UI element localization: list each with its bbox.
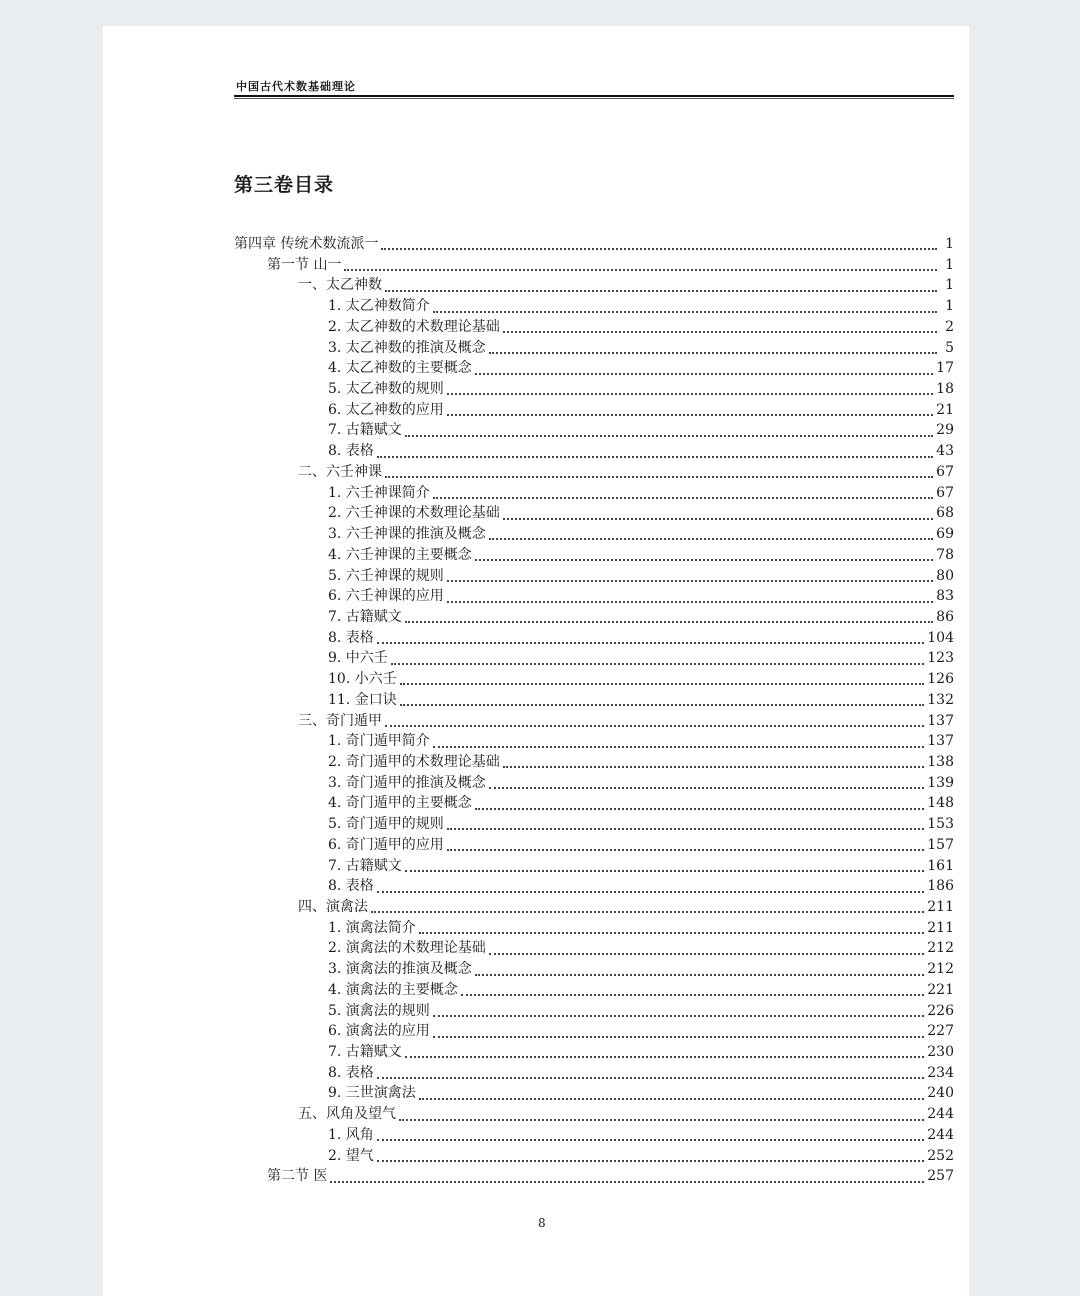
page-number: 8 xyxy=(538,1216,546,1230)
toc-entry-label: 9. 三世演禽法 xyxy=(328,1085,416,1102)
toc-entry-label: 1. 太乙神数简介 xyxy=(328,298,430,315)
toc-entry xyxy=(234,669,954,690)
toc-entry-page: 80 xyxy=(936,567,954,584)
toc-entry-page: 1 xyxy=(945,236,954,252)
toc-entry-label: 7. 古籍赋文 xyxy=(328,422,402,439)
toc-entry-label: 第二节 医 xyxy=(267,1168,328,1185)
toc-entry-label: 8. 表格 xyxy=(328,878,374,895)
toc-entry xyxy=(234,793,954,814)
dot-leader xyxy=(433,491,933,499)
toc-entry xyxy=(234,338,954,359)
toc-entry-page: 68 xyxy=(936,505,954,522)
toc-entry-label: 6. 演禽法的应用 xyxy=(328,1023,430,1040)
toc-entry-label: 3. 太乙神数的推演及概念 xyxy=(328,339,486,356)
toc-entry-page: 212 xyxy=(927,961,954,978)
toc-entry-label: 1. 风角 xyxy=(328,1126,374,1143)
toc-entry xyxy=(234,1083,954,1104)
toc-entry-label: 二、六壬神课 xyxy=(298,463,382,480)
dot-leader xyxy=(503,512,933,520)
toc-entry-page: 244 xyxy=(927,1126,954,1143)
toc-entry xyxy=(234,1104,954,1125)
toc-entry-label: 一、太乙神数 xyxy=(298,277,382,294)
toc-entry-label: 三、奇门遁甲 xyxy=(298,712,382,729)
toc-entry-page: 226 xyxy=(927,1002,954,1019)
toc-entry xyxy=(234,897,954,918)
toc-entry xyxy=(234,938,954,959)
document-page xyxy=(103,26,969,1296)
dot-leader xyxy=(405,1050,924,1058)
toc-entry-label: 1. 演禽法简介 xyxy=(328,919,416,936)
toc-entry xyxy=(234,1146,954,1167)
toc-entry-label: 第一节 山一 xyxy=(267,256,342,273)
toc-entry-page: 252 xyxy=(927,1147,954,1164)
dot-leader xyxy=(447,387,933,395)
toc-entry-page: 212 xyxy=(927,940,954,957)
toc-entry-page: 69 xyxy=(936,526,954,543)
toc-entry-page: 43 xyxy=(936,443,954,460)
toc-entry xyxy=(234,876,954,897)
toc-entry-page: 132 xyxy=(927,691,954,708)
toc-entry-page: 139 xyxy=(927,774,954,791)
toc-entry-label: 第四章 传统术数流派一 xyxy=(234,236,379,252)
toc-entry-label: 5. 太乙神数的规则 xyxy=(328,381,444,398)
dot-leader xyxy=(377,1133,924,1141)
dot-leader xyxy=(475,367,933,375)
toc-entry-label: 7. 古籍赋文 xyxy=(328,1044,402,1061)
toc-entry xyxy=(234,648,954,669)
toc-entry-page: 227 xyxy=(927,1023,954,1040)
dot-leader xyxy=(399,1113,924,1121)
running-header: 中国古代术数基础理论 xyxy=(236,80,356,93)
toc-entry-page: 21 xyxy=(936,401,954,418)
toc-entry-label: 2. 奇门遁甲的术数理论基础 xyxy=(328,753,500,770)
toc-entry-label: 4. 六壬神课的主要概念 xyxy=(328,546,472,563)
dot-leader xyxy=(419,926,924,934)
toc-entry xyxy=(234,773,954,794)
toc-entry-page: 18 xyxy=(936,381,954,398)
toc-entry-page: 17 xyxy=(936,360,954,377)
dot-leader xyxy=(377,636,924,644)
dot-leader xyxy=(385,719,924,727)
toc-entry-page: 2 xyxy=(945,318,954,335)
dot-leader xyxy=(447,595,933,603)
toc-entry-label: 5. 六壬神课的规则 xyxy=(328,567,444,584)
dot-leader xyxy=(433,1030,924,1038)
toc-entry-page: 157 xyxy=(927,836,954,853)
dot-leader xyxy=(381,242,937,250)
toc-entry-page: 137 xyxy=(927,712,954,729)
toc-entry-label: 6. 六壬神课的应用 xyxy=(328,588,444,605)
toc-entry-label: 7. 古籍赋文 xyxy=(328,608,402,625)
toc-entry-label: 4. 奇门遁甲的主要概念 xyxy=(328,795,472,812)
toc-entry-page: 78 xyxy=(936,546,954,563)
toc-entry xyxy=(234,441,954,462)
dot-leader xyxy=(377,1154,924,1162)
toc-entry-page: 29 xyxy=(936,422,954,439)
toc-entry xyxy=(234,586,954,607)
dot-leader xyxy=(391,657,924,665)
toc-entry-label: 9. 中六壬 xyxy=(328,650,388,667)
toc-entry-page: 148 xyxy=(927,795,954,812)
toc-entry xyxy=(234,959,954,980)
dot-leader xyxy=(344,263,937,271)
toc-entry-page: 221 xyxy=(927,981,954,998)
toc-entry-label: 2. 太乙神数的术数理论基础 xyxy=(328,318,500,335)
dot-leader xyxy=(447,822,924,830)
toc-entry xyxy=(234,358,954,379)
toc-entry-label: 3. 演禽法的推演及概念 xyxy=(328,961,472,978)
dot-leader xyxy=(330,1175,924,1183)
toc-entry-label: 五、风角及望气 xyxy=(298,1106,396,1123)
dot-leader xyxy=(433,1009,924,1017)
toc-entry xyxy=(234,255,954,276)
toc-entry-page: 230 xyxy=(927,1044,954,1061)
toc-entry xyxy=(234,234,954,255)
toc-entry-page: 257 xyxy=(927,1168,954,1185)
dot-leader xyxy=(461,988,924,996)
toc-entry-page: 244 xyxy=(927,1106,954,1123)
toc-entry-page: 138 xyxy=(927,753,954,770)
toc-entry-label: 1. 六壬神课简介 xyxy=(328,484,430,501)
toc-entry-label: 6. 太乙神数的应用 xyxy=(328,401,444,418)
dot-leader xyxy=(447,408,933,416)
toc-entry xyxy=(234,752,954,773)
toc-entry-page: 240 xyxy=(927,1085,954,1102)
dot-leader xyxy=(447,574,933,582)
toc-entry xyxy=(234,317,954,338)
toc-entry-page: 211 xyxy=(927,899,954,915)
dot-leader xyxy=(475,553,933,561)
toc-entry-label: 3. 奇门遁甲的推演及概念 xyxy=(328,774,486,791)
header-rule-thin xyxy=(234,98,954,99)
dot-leader xyxy=(377,885,924,893)
dot-leader xyxy=(503,325,937,333)
toc-entry-page: 83 xyxy=(936,588,954,605)
dot-leader xyxy=(371,905,924,913)
dot-leader xyxy=(475,968,924,976)
dot-leader xyxy=(489,532,933,540)
toc-entry-page: 1 xyxy=(945,256,954,273)
toc-entry-page: 126 xyxy=(927,671,954,688)
toc-entry-page: 186 xyxy=(927,878,954,895)
dot-leader xyxy=(489,346,937,354)
toc-entry xyxy=(234,856,954,877)
toc-entry-page: 234 xyxy=(927,1064,954,1081)
dot-leader xyxy=(419,1092,924,1100)
toc-entry-label: 10. 小六壬 xyxy=(328,671,397,688)
toc-entry-label: 11. 金口诀 xyxy=(328,691,397,708)
toc-entry xyxy=(234,690,954,711)
toc-entry xyxy=(234,545,954,566)
dot-leader xyxy=(489,947,924,955)
toc-entry-page: 67 xyxy=(936,463,954,480)
dot-leader xyxy=(400,677,925,685)
toc-entry-label: 8. 表格 xyxy=(328,443,374,460)
dot-leader xyxy=(385,470,933,478)
toc-entry xyxy=(234,607,954,628)
table-of-contents xyxy=(234,234,954,1187)
toc-entry xyxy=(234,296,954,317)
dot-leader xyxy=(405,864,924,872)
toc-entry xyxy=(234,1063,954,1084)
page-title: 第三卷目录 xyxy=(234,174,335,196)
toc-entry xyxy=(234,275,954,296)
toc-entry-label: 2. 演禽法的术数理论基础 xyxy=(328,940,486,957)
toc-entry-label: 4. 太乙神数的主要概念 xyxy=(328,360,472,377)
toc-entry xyxy=(234,628,954,649)
toc-entry-label: 4. 演禽法的主要概念 xyxy=(328,981,458,998)
toc-entry-label: 四、演禽法 xyxy=(298,899,368,915)
dot-leader xyxy=(405,615,933,623)
toc-entry-label: 8. 表格 xyxy=(328,629,374,646)
toc-entry xyxy=(234,1042,954,1063)
toc-entry xyxy=(234,379,954,400)
toc-entry xyxy=(234,1166,954,1187)
dot-leader xyxy=(385,284,937,292)
toc-entry-page: 137 xyxy=(927,733,954,750)
toc-entry xyxy=(234,503,954,524)
toc-entry-page: 104 xyxy=(927,629,954,646)
toc-entry-page: 161 xyxy=(927,857,954,874)
dot-leader xyxy=(433,305,937,313)
dot-leader xyxy=(400,698,925,706)
dot-leader xyxy=(475,802,924,810)
toc-entry xyxy=(234,835,954,856)
dot-leader xyxy=(405,429,933,437)
toc-entry-label: 2. 六壬神课的术数理论基础 xyxy=(328,505,500,522)
toc-entry-label: 1. 奇门遁甲简介 xyxy=(328,733,430,750)
toc-entry xyxy=(234,524,954,545)
toc-entry-page: 123 xyxy=(927,650,954,667)
toc-entry-label: 2. 望气 xyxy=(328,1147,374,1164)
toc-entry-page: 1 xyxy=(945,277,954,294)
toc-entry xyxy=(234,462,954,483)
dot-leader xyxy=(503,760,924,768)
toc-entry-label: 7. 古籍赋文 xyxy=(328,857,402,874)
toc-entry xyxy=(234,566,954,587)
toc-entry xyxy=(234,814,954,835)
toc-entry-page: 67 xyxy=(936,484,954,501)
toc-entry xyxy=(234,1001,954,1022)
toc-entry xyxy=(234,980,954,1001)
dot-leader xyxy=(433,740,924,748)
toc-entry xyxy=(234,711,954,732)
toc-entry-label: 6. 奇门遁甲的应用 xyxy=(328,836,444,853)
toc-entry xyxy=(234,1125,954,1146)
toc-entry xyxy=(234,1021,954,1042)
header-rule xyxy=(234,95,954,97)
toc-entry-page: 86 xyxy=(936,608,954,625)
toc-entry xyxy=(234,483,954,504)
dot-leader xyxy=(377,1071,924,1079)
toc-entry xyxy=(234,918,954,939)
toc-entry-page: 5 xyxy=(945,339,954,356)
toc-entry-label: 8. 表格 xyxy=(328,1064,374,1081)
toc-entry-page: 1 xyxy=(945,298,954,315)
toc-entry-page: 211 xyxy=(927,919,954,936)
dot-leader xyxy=(377,450,933,458)
toc-entry-label: 5. 奇门遁甲的规则 xyxy=(328,816,444,833)
dot-leader xyxy=(447,843,924,851)
toc-entry xyxy=(234,420,954,441)
dot-leader xyxy=(489,781,924,789)
toc-entry-page: 153 xyxy=(927,816,954,833)
toc-entry xyxy=(234,400,954,421)
toc-entry xyxy=(234,731,954,752)
toc-entry-label: 5. 演禽法的规则 xyxy=(328,1002,430,1019)
toc-entry-label: 3. 六壬神课的推演及概念 xyxy=(328,526,486,543)
